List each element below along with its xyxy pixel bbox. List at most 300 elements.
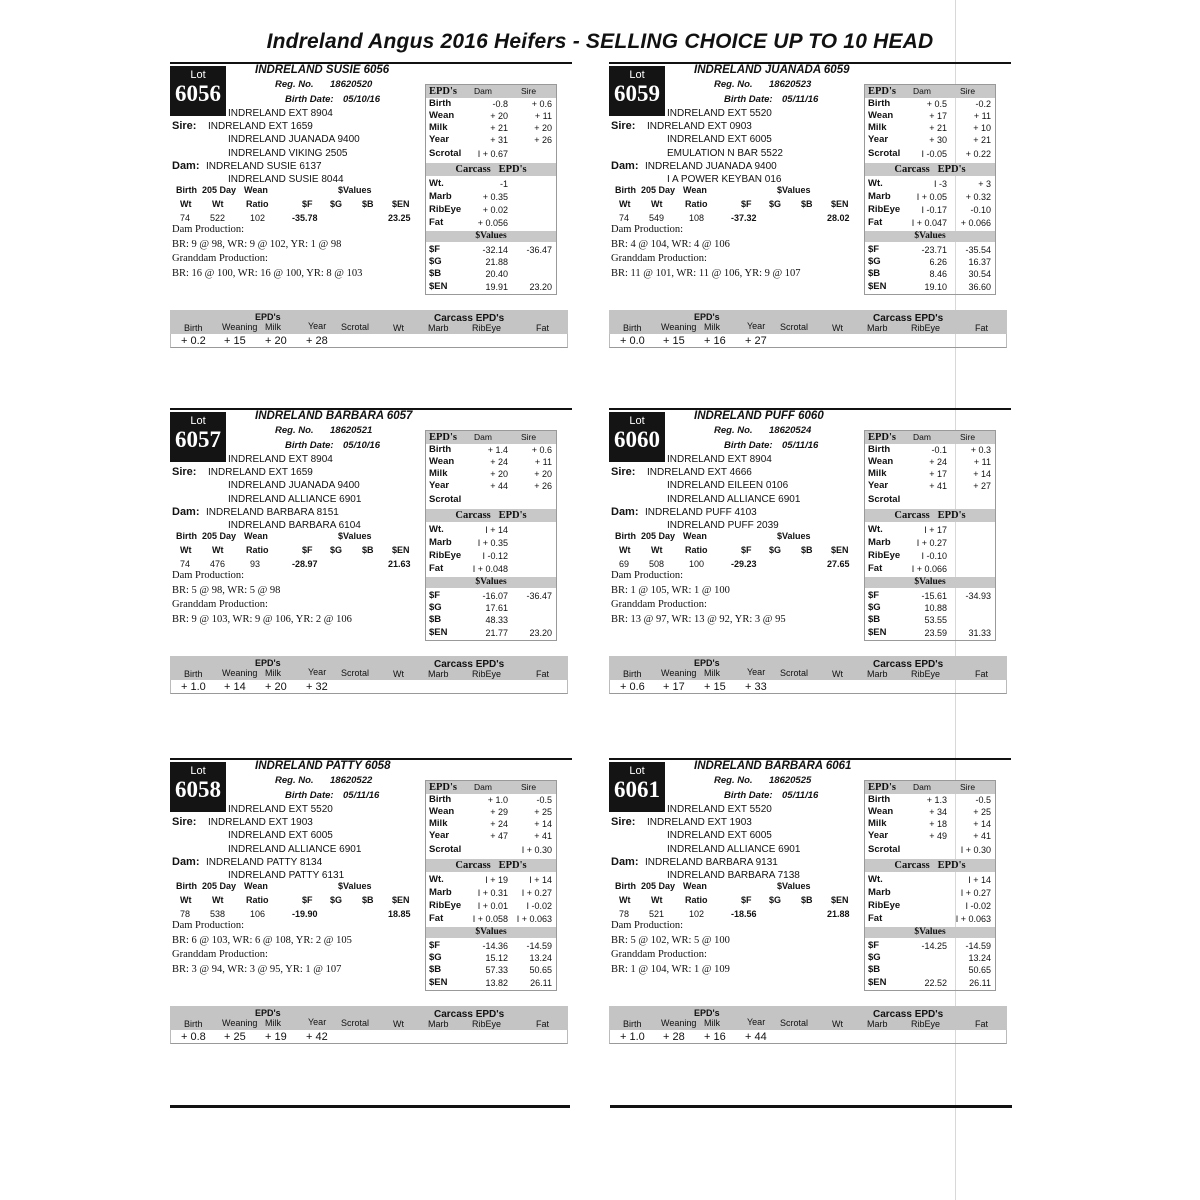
lot-badge [170,762,226,812]
dam-name: INDRELAND BARBARA 8151 [206,507,339,518]
perf-wt1-header: Wt [180,895,192,905]
epd-milk-sire: + 14 [534,819,552,829]
summary-milk-header: Milk [704,322,720,332]
epd-row-birth [865,444,995,456]
sv-sf-label: $F [868,244,880,255]
perf-sf-header: $F [741,199,752,209]
carcass-fat-label: Fat [429,217,444,228]
perf-birth-header: Birth [176,881,197,891]
summary-birth-header: Birth [623,323,642,333]
carcass-band [426,859,556,872]
granddam-production-label: Granddam Production: [172,253,268,264]
perf-sf: -35.78 [292,213,318,223]
sv-sg-sire: 13.24 [968,953,991,963]
carcass-fat-dam: I + 0.047 [911,218,947,228]
carcass-ribeye-dam: I -0.10 [921,551,947,561]
carcass-ribeye-sire: I -0.02 [965,901,991,911]
perf-sg-header: $G [330,199,343,209]
sire-dam: INDRELAND EXT 6005 [667,830,772,841]
epd-row-scrotal [865,494,995,506]
granddam-production: BR: 16 @ 100, WR: 16 @ 100, YR: 8 @ 103 [172,268,363,279]
perf-svalues-header: $Values [777,185,811,195]
sv-row-sg [426,952,556,964]
perf-sf: -28.97 [292,559,318,569]
sv-sen-dam: 19.91 [485,282,508,292]
perf-birth-weight: 69 [619,559,630,569]
carcass-marb-sire: I + 0.27 [521,888,552,898]
epd-birth-label: Birth [868,444,891,455]
dam-dam: INDRELAND PUFF 2039 [667,520,779,531]
summary-wt-header: Wt [393,669,404,679]
epd-birth-dam: -0.1 [931,445,947,455]
perf-birth-weight: 74 [619,213,630,223]
lot-label: Lot [190,69,206,81]
epd-year-label: Year [868,830,889,841]
sv-sb-label: $B [429,268,442,279]
carcass-wt-label: Wt. [429,178,444,189]
carcass-ribeye-label: RibEye [429,900,462,911]
perf-sf: -29.23 [731,559,757,569]
perf-ratio: 102 [250,213,266,223]
birth-date: 05/11/16 [782,440,819,451]
perf-birth-weight: 78 [619,909,630,919]
carcass-marb-sire: + 0.32 [965,192,991,202]
epd-row-year [865,830,995,842]
epd-row-scrotal [865,844,995,856]
perf-sb-header: $B [801,895,813,905]
epd-title: EPD's [429,432,458,443]
carcass-row-ribeye [426,900,556,912]
perf-sen-header: $EN [392,199,410,209]
dam-production: BR: 5 @ 102, WR: 5 @ 100 [611,935,730,946]
carcass-fat-dam: + 0.056 [477,218,508,228]
dam-production: BR: 9 @ 98, WR: 9 @ 102, YR: 1 @ 98 [172,239,342,250]
carcass-fat-dam: I + 0.066 [911,564,947,574]
perf-sb-header: $B [801,199,813,209]
carcass-fat-label: Fat [868,913,883,924]
carcass-wt-sire: + 3 [978,179,991,189]
epd-header-band [865,431,995,444]
dam-sire: EMULATION N BAR 5522 [667,148,783,159]
dam-label: Dam: [611,506,639,518]
summary-ribeye-header: RibEye [911,323,941,333]
carcass-ribeye-sire: -0.10 [970,205,991,215]
lot-number: 6059 [614,81,660,106]
lot-card-4 [609,408,1019,708]
carcass-marb-dam: I + 0.35 [477,538,508,548]
carcass-fat-sire: I + 0.063 [955,914,991,924]
sv-sen-label: $EN [868,977,887,988]
epd-wean-sire: + 11 [534,111,552,121]
epd-scrotal-label: Scrotal [429,148,462,159]
sv-sen-label: $EN [429,977,448,988]
epd-row-milk [865,122,995,134]
summary-birth-value: + 0.0 [620,335,645,347]
perf-ratio: 108 [689,213,705,223]
sire-dam: INDRELAND JUANADA 9400 [228,480,360,491]
carcass-band [865,509,995,522]
epd-wean-sire: + 11 [534,457,552,467]
summary-carcass-header: Carcass EPD's [434,659,505,670]
granddam-production-label: Granddam Production: [611,949,707,960]
perf-sen: 23.25 [388,213,411,223]
epd-year-dam: + 49 [929,831,947,841]
sv-row-sb [426,964,556,976]
reg-label: Reg. No. [714,79,753,90]
sv-sf-dam: -15.61 [921,591,947,601]
epd-birth-label: Birth [429,98,452,109]
epd-birth-sire: + 0.6 [531,445,552,455]
perf-205-header: 205 Day [641,531,676,541]
epd-row-scrotal [426,148,556,160]
perf-sb-header: $B [362,199,374,209]
summary-scrotal-header: Scrotal [341,668,370,678]
granddam-production: BR: 3 @ 94, WR: 3 @ 95, YR: 1 @ 107 [172,964,342,975]
sv-sf-sire: -14.59 [965,941,991,951]
animal-name: INDRELAND JUANADA 6059 [694,64,850,76]
carcass-row-marb [865,887,995,899]
epd-wean-dam: + 29 [490,807,508,817]
sv-sen-label: $EN [429,281,448,292]
summary-fat-header: Fat [536,323,550,333]
carcass-fat-dam: I + 0.058 [472,914,508,924]
perf-svalues-header: $Values [338,531,372,541]
perf-wean-header: Wean [244,185,268,195]
carcass-marb-label: Marb [429,887,452,898]
epd-header-band [426,781,556,794]
epd-wean-sire: + 25 [534,807,552,817]
dam-label: Dam: [611,856,639,868]
sv-row-sf [865,590,995,602]
dam-dam: INDRELAND BARBARA 6104 [228,520,361,531]
epd-scrotal-label: Scrotal [429,844,462,855]
epd-milk-dam: + 17 [929,469,947,479]
sire-name: INDRELAND EXT 1903 [208,817,313,828]
dam-sire: INDRELAND ALLIANCE 6901 [667,494,801,505]
carcass-epds-label: EPD's [937,164,966,175]
sv-sg-label: $G [429,952,442,963]
perf-birth-header: Birth [176,185,197,195]
epd-summary-bar [609,1006,1007,1046]
granddam-production-label: Granddam Production: [172,949,268,960]
dam-production-label: Dam Production: [611,570,684,581]
summary-marb-header: Marb [428,669,449,679]
lot-label: Lot [190,415,206,427]
summary-carcass-header: Carcass EPD's [434,313,505,324]
summary-ribeye-header: RibEye [472,323,502,333]
epd-panel [864,84,996,295]
svalues-label: $Values [475,231,507,241]
dam-dam: I A POWER KEYBAN 016 [667,174,782,185]
epd-year-label: Year [429,830,450,841]
dam-label: Dam: [172,856,200,868]
sv-row-sg [865,256,995,268]
epd-milk-sire: + 14 [973,469,991,479]
perf-sen: 21.88 [827,909,850,919]
carcass-marb-label: Marb [429,191,452,202]
epd-title: EPD's [868,782,897,793]
epd-sire-header: Sire [960,782,976,792]
sire-sire: INDRELAND EXT 5520 [667,804,772,815]
carcass-wt-dam: I + 14 [485,525,508,535]
summary-scrotal-header: Scrotal [780,668,809,678]
summary-fat-header: Fat [536,1019,550,1029]
summary-values [170,680,568,694]
summary-header [170,310,568,334]
carcass-row-fat [426,913,556,925]
summary-birth-value: + 1.0 [181,681,206,693]
epd-year-label: Year [429,134,450,145]
epd-header-band [865,781,995,794]
epd-milk-dam: + 20 [490,469,508,479]
epd-row-wean [426,110,556,122]
sv-sg-sire: 16.37 [968,257,991,267]
sv-sf-label: $F [429,940,441,951]
dam-production-label: Dam Production: [611,920,684,931]
sv-row-sen [426,281,556,293]
perf-wt1-header: Wt [180,199,192,209]
perf-wt2-header: Wt [651,199,663,209]
epd-row-birth [865,98,995,110]
epd-year-label: Year [429,480,450,491]
perf-birth-header: Birth [176,531,197,541]
epd-wean-dam: + 24 [929,457,947,467]
carcass-ribeye-label: RibEye [429,550,462,561]
sv-sf-dam: -16.07 [482,591,508,601]
birth-date-label: Birth Date: [724,440,773,451]
perf-wt2-header: Wt [212,545,224,555]
sv-sb-sire: 50.65 [529,965,552,975]
epd-year-dam: + 47 [490,831,508,841]
epd-scrotal-sire: + 0.22 [965,149,991,159]
carcass-label: Carcass [894,510,930,521]
dam-sire: INDRELAND ALLIANCE 6901 [228,494,362,505]
summary-milk-value: + 15 [704,681,726,693]
epd-milk-label: Milk [868,818,887,829]
carcass-label: Carcass [894,860,930,871]
lot-number: 6056 [175,81,221,106]
epd-scrotal-dam: I + 0.67 [477,149,508,159]
epd-year-sire: + 21 [973,135,991,145]
summary-year-value: + 28 [306,335,328,347]
perf-wean-header: Wean [683,185,707,195]
epd-milk-dam: + 18 [929,819,947,829]
summary-carcass-header: Carcass EPD's [873,1009,944,1020]
perf-sen-header: $EN [392,545,410,555]
dam-label: Dam: [172,160,200,172]
epd-year-dam: + 30 [929,135,947,145]
epd-milk-label: Milk [429,818,448,829]
perf-sg-header: $G [769,895,782,905]
sv-sg-dam: 15.12 [485,953,508,963]
perf-205-header: 205 Day [202,881,237,891]
epd-milk-sire: + 20 [534,469,552,479]
summary-epds-label: EPD's [255,1008,281,1018]
perf-sf-header: $F [741,545,752,555]
svalues-label: $Values [914,927,946,937]
epd-wean-label: Wean [868,806,894,817]
summary-weaning-value: + 25 [224,1031,246,1043]
sv-row-sb [865,964,995,976]
perf-sf-header: $F [302,199,313,209]
carcass-fat-label: Fat [868,217,883,228]
epd-scrotal-sire: I + 0.30 [521,845,552,855]
carcass-fat-sire: + 0.066 [960,218,991,228]
epd-row-birth [865,794,995,806]
epd-row-milk [865,818,995,830]
summary-carcass-header: Carcass EPD's [434,1009,505,1020]
sv-sb-label: $B [868,614,881,625]
sv-row-sen [865,281,995,293]
epd-row-year [426,830,556,842]
summary-fat-header: Fat [975,1019,989,1029]
perf-sf: -18.56 [731,909,757,919]
birth-date: 05/10/16 [343,440,380,451]
carcass-epds-label: EPD's [498,510,527,521]
epd-milk-dam: + 21 [929,123,947,133]
epd-year-sire: + 41 [973,831,991,841]
lot-badge [170,66,226,116]
epd-row-wean [426,456,556,468]
epd-summary-bar [609,310,1007,350]
perf-sen-header: $EN [831,895,849,905]
sv-sb-dam: 48.33 [485,615,508,625]
perf-wean-header: Wean [244,881,268,891]
carcass-fat-sire: I + 0.063 [516,914,552,924]
epd-dam-header: Dam [474,782,492,792]
sv-sen-label: $EN [868,627,887,638]
summary-birth-value: + 0.2 [181,335,206,347]
carcass-fat-label: Fat [429,913,444,924]
perf-wean-weight: 522 [210,213,226,223]
epd-birth-sire: -0.2 [975,99,991,109]
summary-milk-value: + 16 [704,1031,726,1043]
perf-ratio-header: Ratio [685,545,708,555]
perf-wt1-header: Wt [619,199,631,209]
carcass-label: Carcass [894,164,930,175]
carcass-row-ribeye [865,204,995,216]
svalues-band [865,231,995,242]
sv-sb-dam: 20.40 [485,269,508,279]
sv-sb-dam: 8.46 [929,269,947,279]
lot-card-1 [170,62,580,362]
epd-year-sire: + 27 [973,481,991,491]
epd-wean-label: Wean [868,110,894,121]
perf-wean-header: Wean [683,881,707,891]
epd-birth-sire: -0.5 [536,795,552,805]
sv-sg-dam: 17.61 [485,603,508,613]
reg-number: 18620521 [330,425,373,436]
epd-wean-dam: + 34 [929,807,947,817]
summary-ribeye-header: RibEye [472,669,502,679]
reg-label: Reg. No. [275,425,314,436]
perf-birth-weight: 78 [180,909,191,919]
carcass-band [426,163,556,176]
carcass-marb-label: Marb [429,537,452,548]
summary-epds-label: EPD's [694,658,720,668]
sire-label: Sire: [611,816,636,828]
sv-sen-sire: 23.20 [529,628,552,638]
epd-birth-label: Birth [429,444,452,455]
dam-production: BR: 5 @ 98, WR: 5 @ 98 [172,585,281,596]
dam-dam: INDRELAND PATTY 6131 [228,870,345,881]
sv-row-sf [865,940,995,952]
epd-row-scrotal [865,148,995,160]
epd-dam-header: Dam [474,86,492,96]
dam-name: INDRELAND BARBARA 9131 [645,857,778,868]
sv-row-sb [865,614,995,626]
epd-milk-sire: + 20 [534,123,552,133]
sv-sen-dam: 21.77 [485,628,508,638]
summary-epds-label: EPD's [694,312,720,322]
epd-panel [864,430,996,641]
sv-sen-sire: 26.11 [530,978,552,988]
sv-row-sf [426,590,556,602]
sv-sg-label: $G [868,602,881,613]
sv-sen-dam: 19.10 [924,282,947,292]
dam-name: INDRELAND PATTY 8134 [206,857,323,868]
summary-wt-header: Wt [393,323,404,333]
summary-epds-label: EPD's [255,658,281,668]
granddam-production: BR: 9 @ 103, WR: 9 @ 106, YR: 2 @ 106 [172,614,352,625]
sv-row-sf [865,244,995,256]
epd-row-year [426,134,556,146]
dam-sire: INDRELAND ALLIANCE 6901 [228,844,362,855]
summary-epds-label: EPD's [255,312,281,322]
dam-dam: INDRELAND BARBARA 7138 [667,870,800,881]
summary-year-header: Year [747,667,766,677]
summary-marb-header: Marb [428,1019,449,1029]
dam-name: INDRELAND PUFF 4103 [645,507,757,518]
perf-wean-header: Wean [683,531,707,541]
sv-sf-dam: -14.25 [921,941,947,951]
sv-sen-label: $EN [868,281,887,292]
birth-date: 05/11/16 [782,94,819,105]
epd-row-birth [426,98,556,110]
lot-label: Lot [629,415,645,427]
sv-sb-sire: 30.54 [968,269,991,279]
sv-sen-sire: 31.33 [968,628,991,638]
sv-sg-dam: 21.88 [485,257,508,267]
epd-wean-sire: + 11 [973,111,991,121]
carcass-row-marb [426,537,556,549]
perf-ratio: 106 [250,909,266,919]
summary-year-header: Year [308,667,327,677]
carcass-fat-dam: I + 0.048 [472,564,508,574]
sv-row-sg [426,256,556,268]
sv-sen-dam: 13.82 [485,978,508,988]
sv-row-sf [426,940,556,952]
carcass-row-wt [865,524,995,536]
summary-wt-header: Wt [832,669,843,679]
summary-year-header: Year [747,321,766,331]
epd-sire-header: Sire [521,86,537,96]
epd-year-label: Year [868,134,889,145]
carcass-wt-label: Wt. [868,178,883,189]
perf-birth-header: Birth [615,185,636,195]
lot-badge [609,66,665,116]
perf-sf-header: $F [302,895,313,905]
summary-birth-value: + 0.6 [620,681,645,693]
perf-ratio-header: Ratio [246,545,269,555]
epd-milk-label: Milk [429,468,448,479]
animal-name: INDRELAND PATTY 6058 [255,760,391,772]
sv-sb-label: $B [429,964,442,975]
reg-number: 18620525 [769,775,812,786]
carcass-band [426,509,556,522]
carcass-row-wt [426,178,556,190]
sire-dam: INDRELAND EXT 6005 [228,830,333,841]
